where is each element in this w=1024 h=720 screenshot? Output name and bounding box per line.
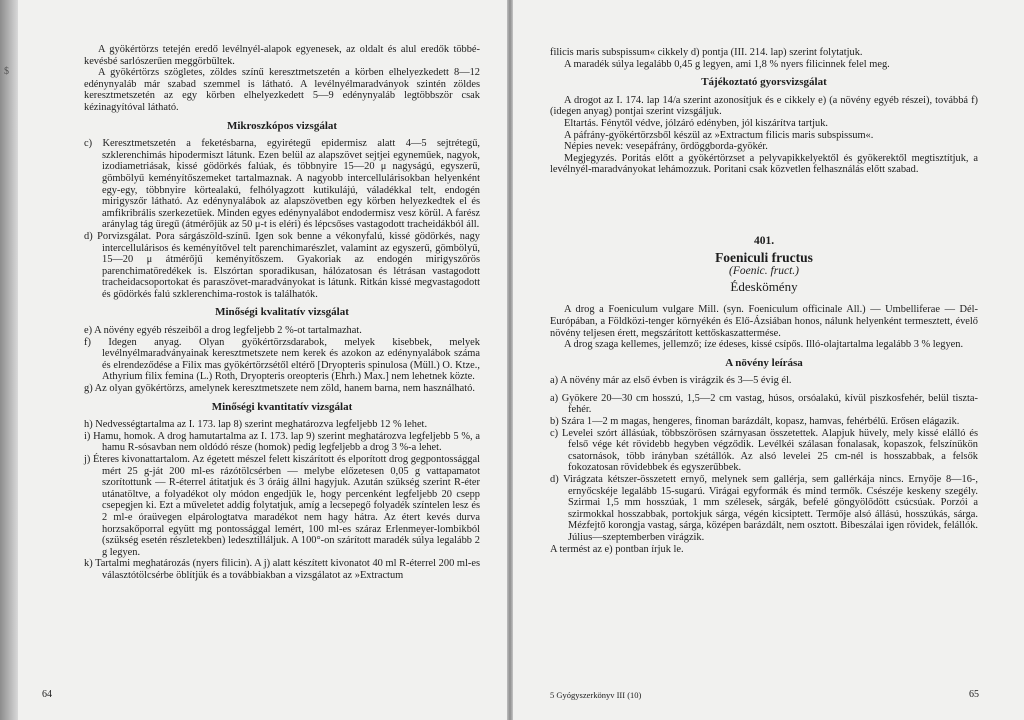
paragraph: Népies nevek: vesepáfrány, ördöggborda-gyökér. (564, 141, 768, 153)
list-item: c) Keresztmetszetén a feketésbarna, egyirétegű epidermisz alatt 4—5 sejtrétegű, szklerenchimás hipodermiszt látunk. Ezen belül az alapszövet sejtjei egyneműek, nagyok, izodiametriásak, kissé gödörkés falúak, és többnyire 15—20 μ nagyságú, egyszerű, gömbölyű keményítőszemeket tartalmaznak. A nagyobb intercellulárisokban helyenként egy-egy, többnyire körtealakú, felhólyagzott kutikulájú, váladékkal telt, endogén mirigyszőr látható. Az edénynyalábok az alapszövetben egy körben helyezkedtek el és amfikribrális szerkezetűek. Minden egyes edénynyalábot endodermisz vesz körül. A farész aránylag tág üregű (átmérőjük az 50 μ-t is eléri) és lépcsőses vastagodott tracheidákból áll. (84, 138, 480, 231)
right-page (513, 0, 1024, 720)
section-heading-plant: A növény leírása (725, 356, 803, 369)
list-item: a) Gyökere 20—30 cm hosszú, 1,5—2 cm vastag, húsos, orsóalakú, kívül piszkosfehér, belül tiszta-fehér. (550, 392, 978, 416)
paragraph: Megjegyzés. Poritás előtt a gyökértörzset a pelyvapikkelyektől és gyökerektől megtisztítjuk, a levélnyél-maradványokat lehámozzuk. Poritani csak közvetlen felhasználás előtt szabad. (550, 152, 978, 176)
paragraph: Eltartás. Fénytől védve, jólzáró edényben, jól kiszárítva tartjuk. (564, 117, 829, 129)
list-item: f) Idegen anyag. Olyan gyökértörzsdarabok, melyek kisebbek, melyek levélnyélmaradványainak keresztmetszete nem kerek és azokon az edénynyalábok száma és elrendeződése a Filix mas gyökértörzsétől eltérő [Dryopteris spinulosa (Müll.) O. Ktze., Athyrium filix femina (L.) Roth, Dryopteris oreopteris (Ehrh.) Max.] nem lehetnek közte. (84, 336, 480, 383)
paragraph: A drogot az I. 174. lap 14/a szerint azonosítjuk és e cikkely e) (a növény egyéb részei), továbbá f) (idegen anyag) pontjai szerint vizsgáljuk. (550, 94, 978, 118)
paragraph: filicis maris subspissum« cikkely d) pontja (III. 214. lap) szerint folytatjuk. (550, 47, 863, 58)
page-number: 65 (969, 689, 979, 700)
page-edge-shadow (0, 0, 18, 720)
section-heading-quality: Minőségi kvalitatív vizsgálat (215, 306, 349, 319)
paragraph: A maradék súlya legalább 0,45 g legyen, ami 1,8 % nyers filicinnek felel meg. (564, 58, 890, 70)
list-item: k) Tartalmi meghatározás (nyers filicin). A j) alatt készített kivonatot 40 ml R-éterrel 200 ml-es választótölcsérbe öblítjük és a továbbiakban a vizsgálatot az »Extractum (84, 558, 480, 581)
margin-mark: $ (4, 66, 9, 77)
monograph-abbreviation: (Foenic. fruct.) (729, 265, 799, 278)
right-column (550, 47, 978, 555)
paragraph: A gyökértörzs tetején eredő levélnyél-alapok egyenesek, az oldalt és alul eredők többé-kevésbé sarlószerűen meggörbültek. (84, 44, 480, 67)
monograph-number: 401. (753, 234, 775, 247)
paragraph: A gyökértörzs szögletes, zöldes színű keresztmetszetén a körben elhelyezkedett 8—12 edénynyaláb már szabad szemmel is látható. A levélnyélmaradványok szintén zöldes keresztmetszetén az egy körben elhelyezkedett 5—9 edénynyaláb legtöbbször csak kézinagyítóval látható. (84, 67, 480, 113)
paragraph: A drog szaga kellemes, jellemző; íze édeses, kissé csípős. Illó-olajtartalma legalább 3 % legyen. (564, 339, 964, 351)
paragraph: A drog a Foeniculum vulgare Mill. (syn. Foeniculum officinale All.) — Umbelliferae — Dél-Európában, a Földközi-tenger környékén és Elő-Ázsiában honos, nálunk helyenként termesztett, évelő növény teljesen érett, megszárított kettőskaszattermése. (550, 304, 978, 339)
paragraph: a) A növény már az első évben is virágzik és 3—5 évig él. (550, 375, 792, 387)
paragraph: A termést az e) pontban írjuk le. (550, 543, 684, 555)
page-number: 64 (42, 689, 52, 700)
list-item: g) Az olyan gyökértörzs, amelynek keresztmetszete nem zöld, hanem barna, nem használható. (84, 383, 475, 395)
section-heading-info: Tájékoztató gyorsvizsgálat (701, 76, 827, 89)
left-column (84, 44, 480, 582)
list-item: c) Levelei szórt állásúak, többszörösen szárnyasan összetettek. Alapjuk hüvely, mely kissé elálló és felső vége két rövidebb hegyben végződik. Levélkéi szálasan fonalasak, kopaszok, felszínükön csatornások, több irányban szétállók. Az alsó levelei 25 cm-nél is hosszabbak, a felsők fokozatosan rövidebbek és egyszerűbbek. (550, 427, 978, 474)
list-item: b) Szára 1—2 m magas, hengeres, finoman barázdált, kopasz, hamvas, fehérbélű. Erősen elágazik. (550, 416, 960, 428)
list-item: i) Hamu, homok. A drog hamutartalma az I. 173. lap 9) szerint meghatározva legfeljebb 5 %, a hamu R-sósavban nem oldódó része (homok) pedig legfeljebb a drog 3 %-a lehet. (84, 430, 480, 454)
paragraph: A páfrány-gyökértörzsből készül az »Extractum filicis maris subspissum«. (564, 129, 874, 141)
page-footer-signature: 5 Gyógyszerkönyv III (10) (550, 690, 642, 700)
monograph-title: Foeniculi fructus (715, 249, 813, 265)
section-heading-quantity: Minőségi kvantitatív vizsgálat (211, 400, 353, 413)
list-item: e) A növény egyéb részeiből a drog legfeljebb 2 %-ot tartalmazhat. (84, 325, 362, 337)
list-item: j) Éteres kivonattartalom. Az égetett mészel felett kiszárított és elporított drog gegpontossággal mért 25 g-ját 200 ml-es rázótölcsérben — melybe előzetesen 0,05 g vattapamatot szorítottunk — R-éterrel átitatjuk és 3 óráig állni hagyjuk. Azután szükség szerint R-éter utánatöltve, a folyadékot oly módon engedjük le, hogy percenként legfeljebb 20 csepp csepegjen ki. Ezt a műveletet addig folytatjuk, amíg a lecsepegő folyadék színtelen lesz és 2 ml-e óraüvegen elpárologtatva maradékot nem hagy hátra. Az étert kevés durva horzsakőporral együtt mg pontossággal lemért, 100 ml-es száraz Erlenmeyer-lombikból (szükség esetén részletekben) ledesztilláljuk. A 100°-on szárított maradék súlya legalább 2 g legyen. (84, 454, 480, 558)
list-item: d) Porvizsgálat. Pora sárgászöld-színű. Igen sok benne a vékonyfalú, kissé gödörkés, nagy intercellulárisos és keményítővel telt parenchimarészlet, valamint az egyszerű, gömbölyű, 15—20 μ átmérőjű keményítőszem. Gyakoriak az endogén mirigyszőrös parenchimatöredékek is. Elszórtan sporadikusan, hálózatosan és létrásan vastagodott tracheidacsoportokat és paraszövet-maradványokat is látunk. Ritkán kissé megvastagodott és gödörkés falú szklerenchima-rostok is találhatók. (84, 230, 480, 300)
section-heading-micro: Mikroszkópos vizsgálat (226, 119, 338, 132)
left-page (0, 0, 507, 720)
list-item: d) Virágzata kétszer-összetett ernyő, melynek sem gallérja, sem gallérkája nincs. Ernyője 8—16-, ernyőcskéje legalább 15-sugarú. Virágai egyformák és mind termők. Csészéje keskeny szegély. Szirmai 1,5 mm hosszúak, 1 mm szélesek, sárgák, befelé göngyölődött csúcsúak. Porzói a szirmokkal hosszabbak, portokjuk sárga, végén kicsiptett. Termője alsó állású, hosszúkás, sárga. Mézfejtő korongja vastag, sárga, középen barázdált, nem osztott. Bibeszálai igen rövidek, felállók. Július—szeptemberben virágzik. (550, 474, 978, 543)
monograph-common-name: Édeskömény (730, 278, 798, 294)
list-item: h) Nedvességtartalma az I. 173. lap 8) szerint meghatározva legfeljebb 12 % lehet. (84, 419, 428, 431)
